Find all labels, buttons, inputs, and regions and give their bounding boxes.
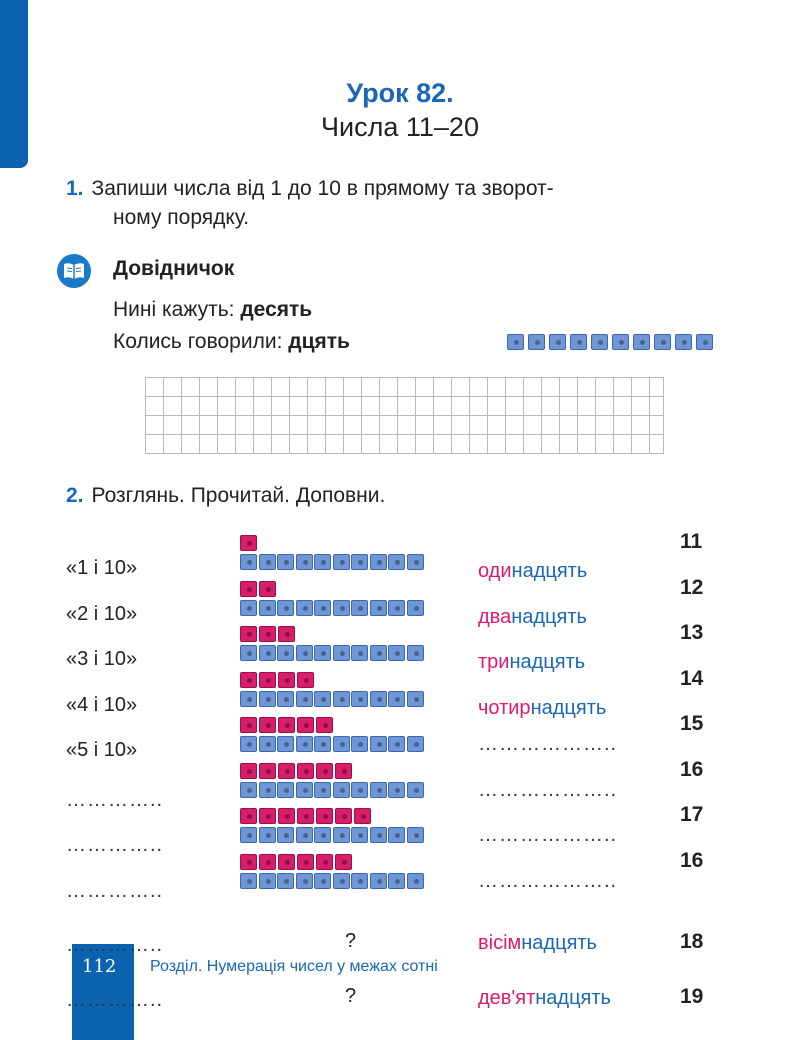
blue-cube [351, 782, 368, 798]
word-suffix: дцять [552, 696, 607, 719]
pink-cube [240, 854, 257, 870]
blue-cube [675, 334, 692, 350]
blue-cube [314, 691, 331, 707]
pink-cube [316, 854, 333, 870]
reference-title: Довідничок [113, 257, 235, 280]
word-middle: на [511, 605, 534, 628]
word-prefix: два [478, 605, 512, 628]
blue-cube [351, 736, 368, 752]
answer-blank: ……………….. [478, 778, 618, 801]
word-suffix: дцять [557, 987, 611, 1009]
blue-cube [314, 645, 331, 661]
blue-cube [240, 736, 257, 752]
blue-cube [388, 782, 405, 798]
blue-cube [370, 827, 387, 843]
blue-cube [696, 334, 713, 350]
question-mark: ? [345, 985, 357, 1007]
result-number: 17 [680, 803, 704, 826]
blue-cube [370, 873, 387, 889]
answer-blank: ……………….. [478, 869, 618, 892]
blue-cube [370, 600, 387, 616]
lesson-subtitle: Числа 11–20 [321, 112, 479, 142]
writing-grid[interactable] [145, 377, 664, 454]
pink-cube [259, 581, 276, 597]
book-icon [57, 254, 91, 288]
blue-cube [528, 334, 545, 350]
pink-cube [297, 763, 314, 779]
answer-blank: ………….. [66, 879, 164, 902]
pink-cube [335, 808, 352, 824]
blue-cube [388, 736, 405, 752]
blue-cube [388, 873, 405, 889]
blue-cube [549, 334, 566, 350]
pink-cube [278, 854, 295, 870]
pink-cube [278, 717, 295, 733]
pink-cube [259, 626, 276, 642]
task-1-text-line1: Запиши числа від 1 до 10 в прямому та зворот- [91, 177, 554, 200]
result-number: 19 [680, 985, 704, 1008]
word-suffix: дцять [543, 932, 597, 954]
blue-cube [296, 600, 313, 616]
blue-cube [277, 782, 294, 798]
blue-cube [333, 827, 350, 843]
pink-cube [354, 808, 371, 824]
blue-cube [388, 827, 405, 843]
pink-cube [316, 717, 333, 733]
task-1-number: 1. [66, 177, 84, 200]
result-number: 16 [680, 757, 704, 781]
blue-cube [654, 334, 671, 350]
blue-cube [407, 691, 424, 707]
blue-cube [633, 334, 650, 350]
blue-cube [407, 645, 424, 661]
number-word [478, 651, 585, 674]
blue-cube [296, 691, 313, 707]
pink-cube [259, 808, 276, 824]
blue-cube [333, 600, 350, 616]
blue-cube [259, 827, 276, 843]
task-2 [66, 481, 385, 510]
pink-cube [278, 672, 295, 688]
result-number: 14 [680, 666, 704, 690]
blue-cube [407, 782, 424, 798]
answer-blank: ………….. [66, 989, 164, 1011]
word-prefix: оди [478, 560, 512, 582]
row-label: «2 і 10» [66, 602, 138, 625]
result-number: 15 [680, 712, 704, 735]
blue-cube [407, 873, 424, 889]
word-middle: на [521, 932, 544, 954]
blue-cube [351, 554, 368, 570]
blue-cube [388, 600, 405, 616]
blue-cube [277, 600, 294, 616]
blue-cube [277, 873, 294, 889]
pink-cube [297, 672, 314, 688]
blue-cube [259, 736, 276, 752]
word-prefix: чотир [478, 696, 531, 719]
blue-cube [314, 827, 331, 843]
section-title: Розділ. Нумерація чисел у межах сотні [150, 958, 438, 975]
blue-cube [240, 645, 257, 661]
pink-cube [335, 763, 352, 779]
blue-cube [314, 736, 331, 752]
question-mark: ? [345, 930, 357, 952]
word-suffix: дцять [533, 605, 587, 628]
blue-cube [259, 600, 276, 616]
word-suffix: дцять [531, 651, 586, 673]
blue-cube [333, 645, 350, 661]
blue-cube [277, 827, 294, 843]
pink-cube [259, 672, 276, 688]
result-number: 12 [680, 575, 704, 599]
pink-cube [297, 717, 314, 733]
blue-cube [240, 554, 257, 570]
blue-cube [240, 827, 257, 843]
blue-cube [240, 782, 257, 798]
result-number: 18 [680, 930, 704, 953]
blue-cube [388, 645, 405, 661]
blue-cube [351, 600, 368, 616]
blue-cube [333, 736, 350, 752]
blue-cube [314, 782, 331, 798]
blue-cube [351, 873, 368, 889]
blue-cube [277, 645, 294, 661]
word-suffix: дцять [533, 560, 588, 582]
blue-cube [388, 691, 405, 707]
blue-cube [407, 554, 424, 570]
row-label: «4 і 10» [66, 693, 138, 716]
blue-cube [240, 873, 257, 889]
pink-cube [240, 626, 257, 642]
number-word [478, 560, 587, 583]
word-middle: на [530, 696, 553, 719]
blue-cube [351, 827, 368, 843]
pink-cube [259, 854, 276, 870]
blue-cube [351, 645, 368, 661]
pink-cube [240, 808, 257, 824]
row-label: «3 і 10» [66, 648, 138, 670]
blue-cube [277, 691, 294, 707]
task-2-number: 2. [66, 484, 84, 507]
result-number: 16 [680, 848, 704, 872]
blue-cube [240, 600, 257, 616]
blue-cube [370, 691, 387, 707]
row-label: «5 і 10» [66, 739, 138, 761]
page-number: 112 [82, 956, 117, 977]
pink-cube [278, 808, 295, 824]
pink-cube [240, 763, 257, 779]
answer-blank: ………….. [66, 788, 164, 811]
result-number: 13 [680, 621, 704, 644]
blue-cube [259, 645, 276, 661]
blue-cube [570, 334, 587, 350]
word-middle: на [509, 651, 532, 673]
row-label: «1 і 10» [66, 557, 138, 579]
blue-cube [370, 645, 387, 661]
number-word [478, 987, 611, 1010]
blue-cube [351, 691, 368, 707]
pink-cube [278, 626, 295, 642]
result-number: 11 [680, 530, 703, 553]
blue-cube [612, 334, 629, 350]
blue-cube [407, 827, 424, 843]
number-word [478, 606, 587, 629]
word-middle: на [535, 987, 558, 1009]
blue-cube [296, 873, 313, 889]
blue-cube [333, 873, 350, 889]
word-prefix: вісім [478, 932, 522, 954]
blue-cube [296, 554, 313, 570]
blue-cube [333, 554, 350, 570]
pink-cube [335, 854, 352, 870]
answer-blank: ……………….. [478, 733, 618, 755]
blue-cube [370, 782, 387, 798]
reference-line-2: Колись говорили: дцять [113, 330, 350, 353]
blue-cube [296, 827, 313, 843]
blue-cube [388, 554, 405, 570]
pink-cube [259, 717, 276, 733]
blue-cube [277, 736, 294, 752]
pink-cube [240, 581, 257, 597]
task-1-text-line2: ному порядку. [113, 206, 250, 229]
task-1 [66, 174, 746, 232]
pink-cube [316, 763, 333, 779]
pink-cube [316, 808, 333, 824]
blue-cube [314, 873, 331, 889]
pink-cube [297, 854, 314, 870]
word-middle: на [511, 560, 534, 582]
number-word [478, 932, 597, 955]
blue-cube [296, 782, 313, 798]
blue-cube [314, 600, 331, 616]
blue-cube [507, 334, 524, 350]
blue-cube [296, 645, 313, 661]
blue-cube [259, 782, 276, 798]
word-prefix: три [478, 651, 510, 673]
blue-cube [259, 554, 276, 570]
blue-cube [240, 691, 257, 707]
pink-cube [240, 535, 257, 551]
pink-cube [278, 763, 295, 779]
number-word [478, 697, 606, 720]
blue-cube [333, 782, 350, 798]
answer-blank: ………….. [66, 834, 164, 856]
blue-cube [333, 691, 350, 707]
blue-cube [296, 736, 313, 752]
blue-cube [314, 554, 331, 570]
pink-cube [240, 717, 257, 733]
answer-blank: ……………….. [478, 824, 618, 846]
pink-cube [297, 808, 314, 824]
answer-blank: ………….. [66, 934, 164, 956]
blue-cube [259, 691, 276, 707]
pink-cube [240, 672, 257, 688]
blue-cube [370, 554, 387, 570]
blue-cube [407, 736, 424, 752]
word-prefix: дев'ят [478, 987, 536, 1009]
reference-line-1: Нині кажуть: десять [113, 298, 313, 321]
task-2-text: Розглянь. Прочитай. Доповни. [91, 484, 386, 507]
blue-cube [591, 334, 608, 350]
lesson-title: Урок 82. [346, 78, 454, 108]
blue-cube [370, 736, 387, 752]
blue-cube [277, 554, 294, 570]
pink-cube [259, 763, 276, 779]
blue-cube [259, 873, 276, 889]
blue-cube [407, 600, 424, 616]
